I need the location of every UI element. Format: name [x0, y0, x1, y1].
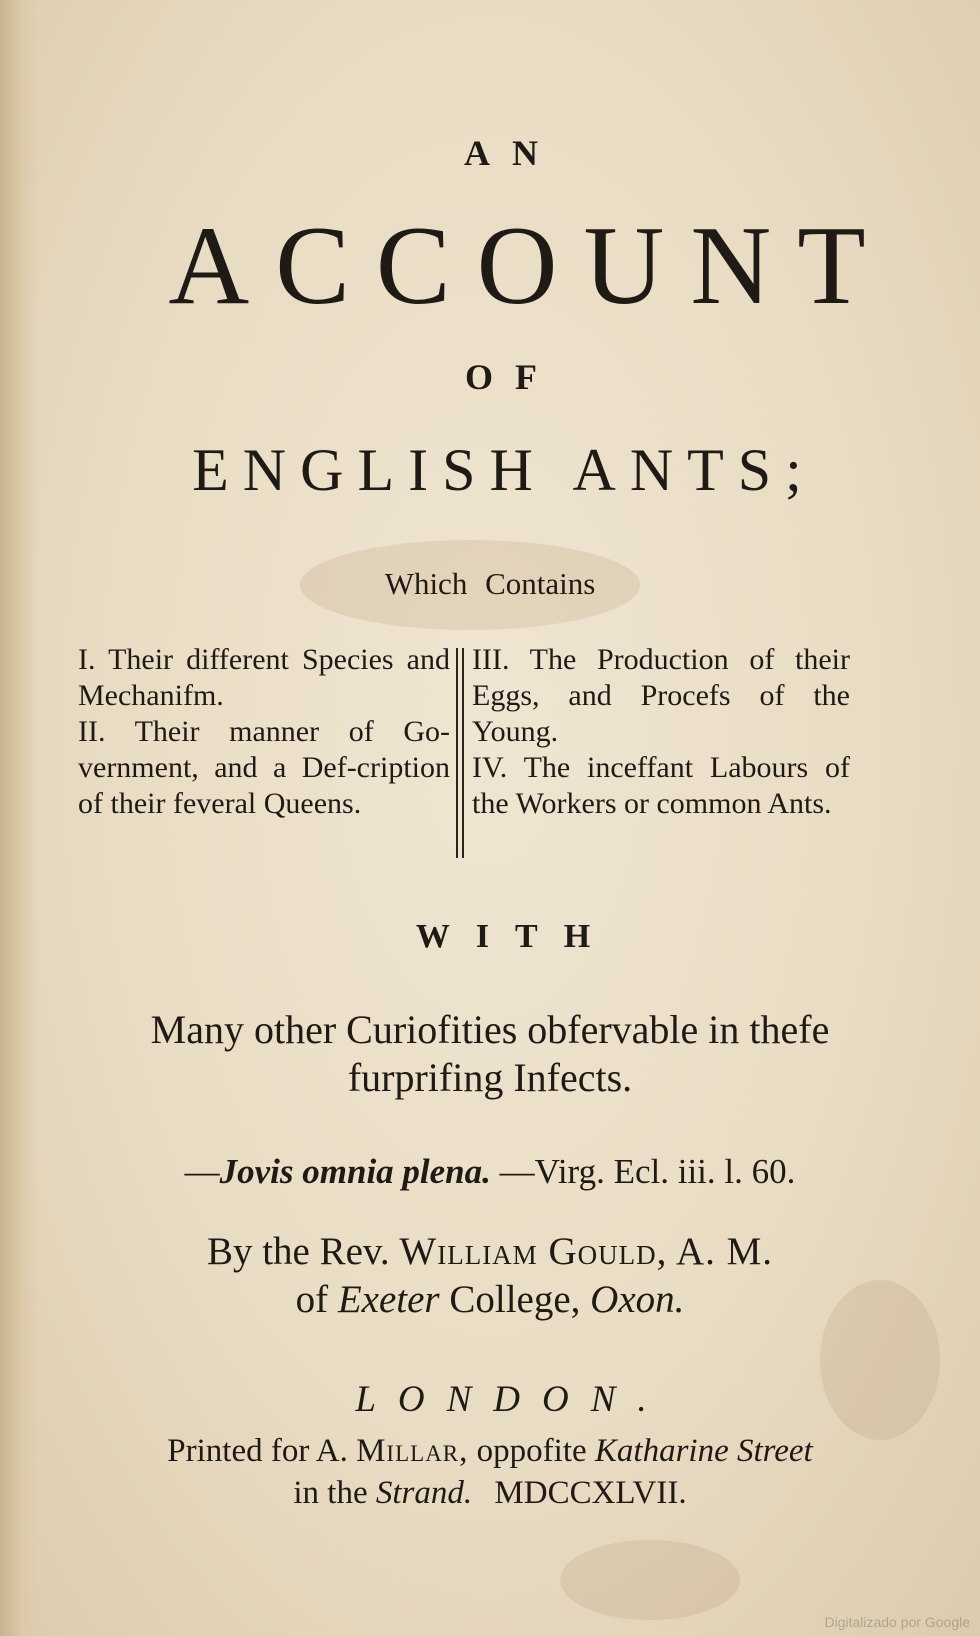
contents-right-column	[472, 642, 850, 822]
author-prefix: By the Rev.	[206, 1230, 390, 1273]
college-suffix: College,	[449, 1278, 581, 1321]
motto-dash: —	[184, 1152, 220, 1191]
title-an: AN	[464, 133, 560, 173]
author-name: William Gould, A. M.	[399, 1230, 774, 1273]
college-name: Exeter	[337, 1278, 440, 1321]
strand: Strand.	[375, 1475, 473, 1511]
contents-item	[472, 642, 850, 750]
item-number: IV.	[472, 751, 508, 784]
imprint-city: LONDON.	[355, 1379, 669, 1420]
item-text: Their different Species and Mechanifm.	[78, 643, 450, 712]
item-number: I.	[78, 643, 96, 676]
column-divider	[456, 648, 464, 858]
title-of: OF	[465, 357, 559, 397]
street-name: Katharine Street	[594, 1433, 813, 1469]
item-text: Their manner of Go-vernment, and a Def-cription of their feveral Queens.	[78, 715, 450, 820]
item-number: III.	[472, 643, 510, 676]
foxing-stain	[560, 1540, 740, 1620]
with-heading: WITH	[415, 918, 617, 955]
curiosities-text	[0, 1006, 980, 1102]
imprint	[0, 1430, 980, 1514]
imprint-line-1	[0, 1430, 980, 1472]
title-account: ACCOUNT	[168, 204, 892, 328]
author-block	[0, 1228, 980, 1324]
scan-watermark: Digitalizado por Google	[824, 1614, 970, 1630]
college-of: of	[295, 1278, 329, 1321]
curiosities-line: Many other Curiofities obfervable in thefe furprifing Infects.	[150, 1007, 830, 1100]
in-the: in the	[293, 1475, 368, 1511]
imprint-line-2	[0, 1472, 980, 1514]
item-text: The Production of their Eggs, and Procefs of the Young.	[472, 643, 850, 748]
item-number: II.	[78, 715, 106, 748]
opposite: oppofite	[476, 1433, 587, 1469]
printed-for: Printed for A.	[167, 1433, 348, 1469]
college-line	[0, 1276, 980, 1324]
item-text: The inceffant Labours of the Workers or common Ants.	[472, 751, 850, 820]
author-line	[0, 1228, 980, 1276]
contents-item	[472, 750, 850, 822]
imprint-year: MDCCXLVII.	[494, 1475, 687, 1511]
university: Oxon.	[590, 1278, 685, 1321]
motto-latin: Jovis omnia plena.	[219, 1152, 491, 1191]
printer-name: Millar,	[356, 1433, 469, 1469]
title-english-ants: ENGLISH ANTS;	[192, 437, 816, 503]
motto-citation: —Virg. Ecl. iii. l. 60.	[499, 1152, 796, 1191]
motto	[0, 1152, 980, 1192]
contents-left-column	[78, 642, 450, 822]
contents-item	[78, 714, 450, 822]
contents-heading: Which Contains	[384, 566, 596, 601]
contents-item	[78, 642, 450, 714]
